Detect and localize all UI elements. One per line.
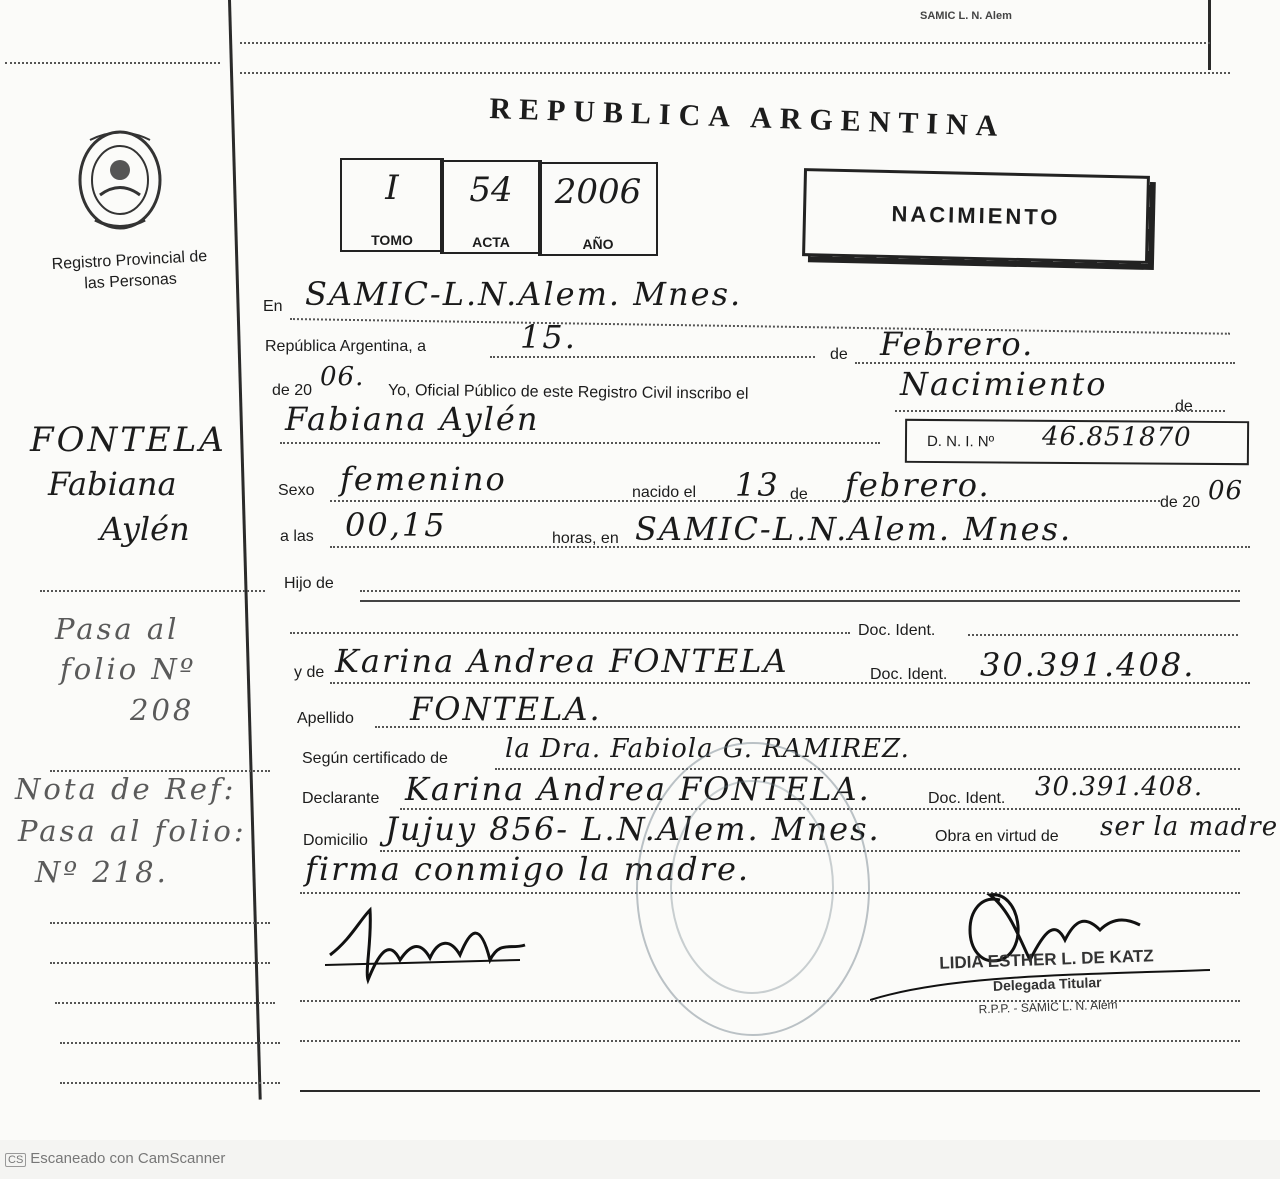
ano-box (538, 162, 658, 256)
top-dotted-line (240, 72, 1230, 74)
father-doc-line (968, 634, 1238, 636)
margin-pasa-line-1: Pasa al (55, 612, 180, 646)
margin-line (50, 922, 270, 924)
frame-bottom-line (300, 1090, 1260, 1092)
official-signature-block (939, 946, 1155, 1017)
en-value: SAMIC-L.N.Alem. Mnes. (305, 275, 743, 313)
scanner-footer (5, 1150, 225, 1167)
margin-pasa-line-2: folio Nº (60, 652, 197, 686)
official-round-stamp-inner (670, 780, 834, 994)
margin-line (60, 1082, 280, 1084)
month-value: Febrero. (880, 325, 1035, 363)
year-suffix-value: 06. (320, 362, 365, 392)
birth-year-prefix: de 20 (1160, 494, 1201, 511)
birth-place-value: SAMIC-L.N.Alem. Mnes. (635, 510, 1073, 548)
margin-nota-line-2: Pasa al folio: (18, 814, 247, 848)
doc-ident-label: Doc. Ident. (858, 622, 936, 639)
mother-line (330, 682, 1250, 684)
domicilio-value: Jujuy 856- L.N.Alem. Mnes. (385, 810, 881, 848)
certificado-value: la Dra. Fabiola G. RAMIREZ. (505, 734, 910, 764)
declarant-signature (320, 900, 540, 990)
y-de-label: y de (294, 664, 325, 681)
sexo-line (330, 500, 1160, 502)
official-role: Delegada Titular (992, 974, 1102, 994)
margin-surname: FONTELA (30, 420, 227, 460)
a-las-line (330, 546, 1250, 548)
margin-line (60, 1042, 280, 1044)
mother-doc-value: 30.391.408. (980, 646, 1196, 684)
dni-value: 46.851870 (1041, 421, 1192, 453)
obra-label: Obra en virtud de (935, 828, 1059, 845)
tomo-value: I (385, 168, 399, 208)
birth-day-value: 13 (735, 466, 780, 504)
acta-label: ACTA (472, 234, 510, 250)
de-label-2: de (1175, 398, 1193, 415)
declarante-doc-label: Doc. Ident. (928, 790, 1006, 807)
birth-year-suffix: 06 (1208, 476, 1244, 506)
republica-label: República Argentina, a (265, 338, 426, 355)
child-name-value: Fabiana Aylén (285, 400, 540, 438)
hijo-de-label: Hijo de (284, 575, 334, 592)
act-type-label: NACIMIENTO (891, 201, 1061, 230)
domicilio-label: Domicilio (303, 832, 368, 849)
day-line (490, 356, 815, 358)
margin-line (40, 590, 265, 592)
margin-pasa-line-3: 208 (130, 693, 195, 727)
obra-value: ser la madre (1100, 812, 1279, 842)
dni-box (905, 419, 1249, 465)
frame-left-line (228, 0, 262, 1100)
mother-name-value: Karina Andrea FONTELA (335, 642, 789, 680)
mother-doc-label: Doc. Ident. (870, 666, 948, 683)
blank-line (300, 1040, 1240, 1042)
act-kind-value: Nacimiento (900, 365, 1108, 403)
en-label: En (263, 298, 283, 315)
a-las-label: a las (280, 528, 314, 545)
ano-label: AÑO (582, 236, 614, 252)
margin-line (55, 1002, 275, 1004)
en-line (290, 318, 1230, 335)
de-label-3: de (790, 486, 808, 503)
blank-line (300, 1000, 1240, 1002)
act-type-box (802, 168, 1150, 264)
day-value: 15. (520, 318, 577, 356)
act-kind-line (895, 410, 1225, 412)
child-name-line (280, 442, 880, 444)
ano-value: 2006 (554, 172, 642, 212)
margin-nota-line-1: Nota de Ref: (15, 772, 237, 806)
official-office: R.P.P. - SAMIC L. N. Alem (978, 997, 1118, 1017)
sexo-value: femenino (340, 460, 507, 498)
margin-given-name-1: Fabiana (48, 465, 177, 503)
margin-nota-line-3: Nº 218. (35, 855, 169, 889)
apellido-value: FONTELA. (410, 690, 602, 728)
birth-time-value: 00,15 (345, 506, 447, 544)
acta-value: 54 (469, 170, 513, 210)
firma-statement: firma conmigo la madre. (305, 850, 751, 888)
hijo-de-underline (360, 600, 1240, 602)
sexo-label: Sexo (278, 482, 315, 499)
declarante-doc-value: 30.391.408. (1035, 772, 1204, 802)
apellido-line (375, 726, 1240, 728)
de-label: de (830, 346, 848, 363)
dni-label: D. N. I. Nº (926, 432, 995, 451)
top-dotted-line (240, 42, 1210, 44)
declarante-label: Declarante (302, 790, 380, 807)
inscribo-label: Yo, Oficial Público de este Registro Civil inscribo el (387, 382, 749, 403)
birth-month-value: febrero. (845, 466, 991, 504)
horas-label: horas, en (552, 530, 619, 547)
apellido-label: Apellido (297, 710, 354, 727)
margin-given-name-2: Aylén (100, 510, 190, 548)
tomo-box (340, 158, 444, 252)
nacido-label: nacido el (632, 484, 697, 501)
top-office-stamp: SAMIC L. N. Alem (920, 10, 1012, 22)
camscanner-text: Escaneado con CamScanner (30, 1150, 226, 1167)
certificado-label: Según certificado de (302, 750, 448, 767)
tomo-label: TOMO (371, 232, 413, 248)
frame-right-line (1208, 0, 1211, 70)
acta-box (440, 160, 542, 254)
margin-line (5, 62, 220, 64)
margin-line (50, 962, 270, 964)
provincial-coat-of-arms (70, 125, 170, 235)
registry-name: Registro Provincial de las Personas (51, 247, 208, 293)
hijo-de-line (360, 590, 1240, 592)
official-name: LIDIA ESTHER L. DE KATZ (938, 946, 1154, 973)
month-line (855, 362, 1235, 364)
country-title: REPUBLICA ARGENTINA (488, 92, 1006, 143)
year-prefix-label: de 20 (272, 382, 313, 399)
father-line (290, 632, 850, 634)
declarante-value: Karina Andrea FONTELA. (405, 770, 871, 808)
camscanner-badge: CS (5, 1153, 26, 1167)
